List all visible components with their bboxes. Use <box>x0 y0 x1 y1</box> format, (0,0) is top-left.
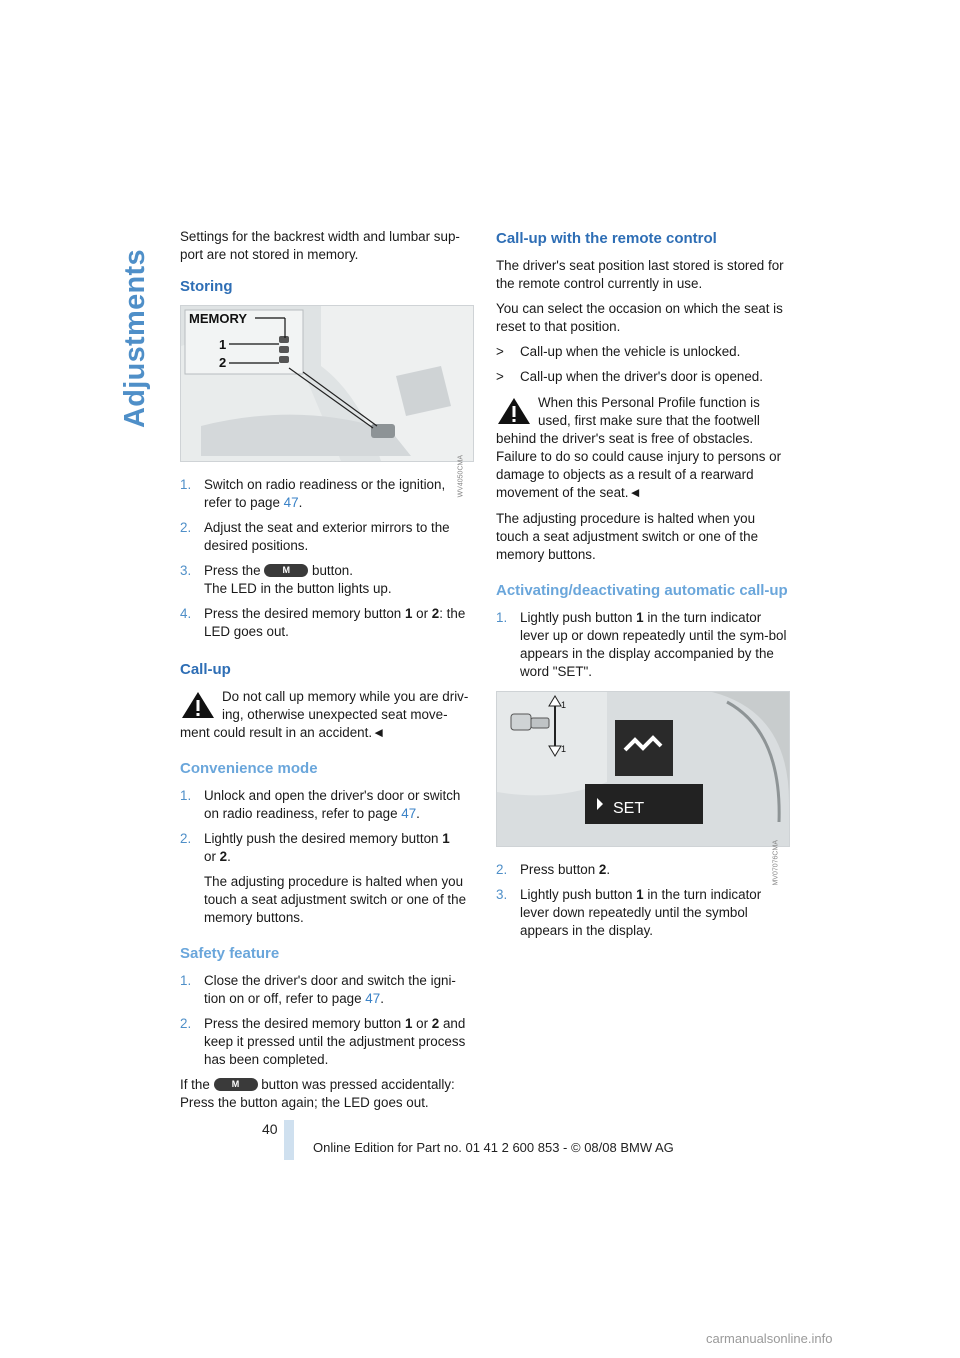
memory-label: MEMORY <box>189 311 248 326</box>
page-link[interactable]: 47 <box>401 806 417 821</box>
step-text: Unlock and open the driver's door or switch on radio readiness, refer to page <box>204 788 461 821</box>
button-ref-2: 2 <box>431 1016 440 1031</box>
page-number: 40 <box>262 1121 278 1137</box>
section-side-title <box>119 228 160 428</box>
safety-steps <box>180 972 474 1069</box>
list-item <box>180 830 474 927</box>
bullet-text: Call-up when the vehicle is unlocked. <box>520 344 741 359</box>
list-item <box>496 861 790 879</box>
page-link[interactable]: 47 <box>283 495 299 510</box>
list-item <box>496 368 790 386</box>
storing-heading: Storing <box>180 278 233 295</box>
step-number: 1. <box>496 610 508 625</box>
m-button-label: M <box>282 565 291 575</box>
step-number: 1. <box>180 477 192 492</box>
step-text: Press button <box>520 862 599 877</box>
warning-icon <box>496 396 532 426</box>
figure-code: WV4050CMA <box>457 455 464 498</box>
step-number: 1. <box>180 973 192 988</box>
figure-label-2: 2 <box>219 355 227 370</box>
set-label: SET <box>613 800 645 817</box>
button-ref-1: 1 <box>404 1016 413 1031</box>
left-column <box>180 228 474 1119</box>
callup-warning <box>180 688 474 742</box>
accidental-text-post: button was pressed accidentally: Press the button again; the LED goes out. <box>180 1077 455 1110</box>
step-text: Adjust the seat and exterior mirrors to the desired positions. <box>204 520 450 553</box>
bullet-marker: > <box>496 369 504 384</box>
step-text: Press the desired memory button <box>204 1016 405 1031</box>
list-item <box>180 787 474 823</box>
list-item <box>180 476 474 512</box>
step-tail: . <box>298 495 303 510</box>
bullet-marker: > <box>496 344 504 359</box>
step-number: 1. <box>180 788 192 803</box>
step-tail: . <box>416 806 420 821</box>
step-text-mid: or <box>412 606 432 621</box>
step-text-mid: or <box>204 849 220 864</box>
convenience-heading: Convenience mode <box>180 760 318 777</box>
figure-label-1: 1 <box>219 337 227 352</box>
step-text-post: : the LED goes out. <box>204 606 466 639</box>
step-extra-text: The adjusting procedure is halted when you touch a seat adjustment switch or one of the memory buttons. <box>204 874 467 925</box>
step-number: 3. <box>496 887 508 902</box>
step-number: 2. <box>496 862 508 877</box>
step-number: 4. <box>180 606 192 621</box>
step-number: 2. <box>180 1016 192 1031</box>
list-item <box>180 519 474 555</box>
figure-code: MV07076CMA <box>773 840 780 886</box>
list-item <box>180 605 474 641</box>
step-text-post: in the turn indicator lever up or down repeatedly until the sym-bol appears in the display accompanied by the word "SET". <box>520 610 787 679</box>
bullet-text: Call-up when the driver's door is opened. <box>520 369 763 384</box>
callup-heading: Call-up <box>180 661 231 678</box>
step-text: Press the <box>204 563 265 578</box>
intro-paragraph: Settings for the backrest width and lumbar sup-port are not stored in memory. <box>180 229 460 262</box>
warning-text: Do not call up memory while you are driv-ing, otherwise unexpected seat move-ment could result in an accident.◄ <box>180 689 469 740</box>
list-item <box>180 1015 474 1069</box>
svg-text:1: 1 <box>561 744 567 754</box>
step-text-post: . <box>606 862 611 877</box>
button-ref-2: 2 <box>219 849 228 864</box>
page-link[interactable]: 47 <box>365 991 381 1006</box>
step-text: Press the desired memory button <box>204 606 405 621</box>
warning-text: When this Personal Profile function is used, first make sure that the footwell behind the driver's seat is free of obstacles. Failure to do so could cause injury to persons or damage to objects as a result of a rearward movement of the seat.◄ <box>496 395 782 500</box>
step-text: Lightly push button <box>520 610 637 625</box>
convenience-steps <box>180 787 474 927</box>
button-ref-2: 2 <box>598 862 607 877</box>
step-text: Switch on radio readiness or the ignition, refer to page <box>204 477 446 510</box>
m-button-icon <box>214 1078 258 1091</box>
warning-icon <box>180 690 216 720</box>
svg-text:1: 1 <box>561 700 567 710</box>
step-text: Lightly push button <box>520 887 637 902</box>
step-number: 3. <box>180 563 192 578</box>
remote-paragraph-2: You can select the occasion on which the seat is reset to that position. <box>496 301 783 334</box>
remote-paragraph-1: The driver's seat position last stored is stored for the remote control currently in use. <box>496 258 784 291</box>
list-item <box>496 609 790 681</box>
right-column <box>496 228 790 947</box>
list-item <box>180 562 474 598</box>
list-item <box>180 972 474 1008</box>
button-ref-1: 1 <box>636 610 644 625</box>
button-ref-1: 1 <box>404 606 413 621</box>
step-text-post: button. <box>308 563 353 578</box>
step-text: Lightly push the desired memory button <box>204 831 443 846</box>
step-text-line2: The LED in the button lights up. <box>204 581 392 596</box>
button-ref-1: 1 <box>636 887 644 902</box>
footer-accent-bar <box>284 1120 294 1160</box>
accidental-text: If the <box>180 1077 214 1092</box>
button-ref-2: 2 <box>431 606 440 621</box>
m-button-icon <box>264 564 308 577</box>
step-text-post: and keep it pressed until the adjustment process has been completed. <box>204 1016 466 1067</box>
seat-memory-illustration <box>181 306 473 461</box>
list-item <box>496 886 790 940</box>
profile-warning <box>496 394 790 502</box>
step-number: 2. <box>180 831 192 846</box>
step-text: Close the driver's door and switch the igni-tion on or off, refer to page <box>204 973 456 1006</box>
watermark: carmanualsonline.info <box>706 1331 833 1346</box>
list-item <box>496 343 790 361</box>
side-title-text: Adjustments <box>119 249 151 428</box>
button-ref-1: 1 <box>442 831 450 846</box>
step-tail: . <box>380 991 384 1006</box>
step-text-mid: or <box>412 1016 432 1031</box>
storing-steps <box>180 476 474 641</box>
safety-heading: Safety feature <box>180 945 280 962</box>
remote-heading: Call-up with the remote control <box>496 230 717 247</box>
accidental-paragraph <box>180 1076 474 1112</box>
halted-paragraph: The adjusting procedure is halted when you touch a seat adjustment switch or one of the memory buttons. <box>496 511 759 562</box>
step-text-post: . <box>227 849 231 864</box>
step-number: 2. <box>180 520 192 535</box>
auto-callup-heading: Activating/deactivating automatic call-up <box>496 582 788 599</box>
step-text-post: in the turn indicator lever down repeatedly until the symbol appears in the display. <box>520 887 762 938</box>
display-illustration <box>497 692 789 846</box>
online-edition-note: Online Edition for Part no. 01 41 2 600 853 - © 08/08 BMW AG <box>313 1140 674 1155</box>
m-button-label: M <box>231 1079 240 1089</box>
